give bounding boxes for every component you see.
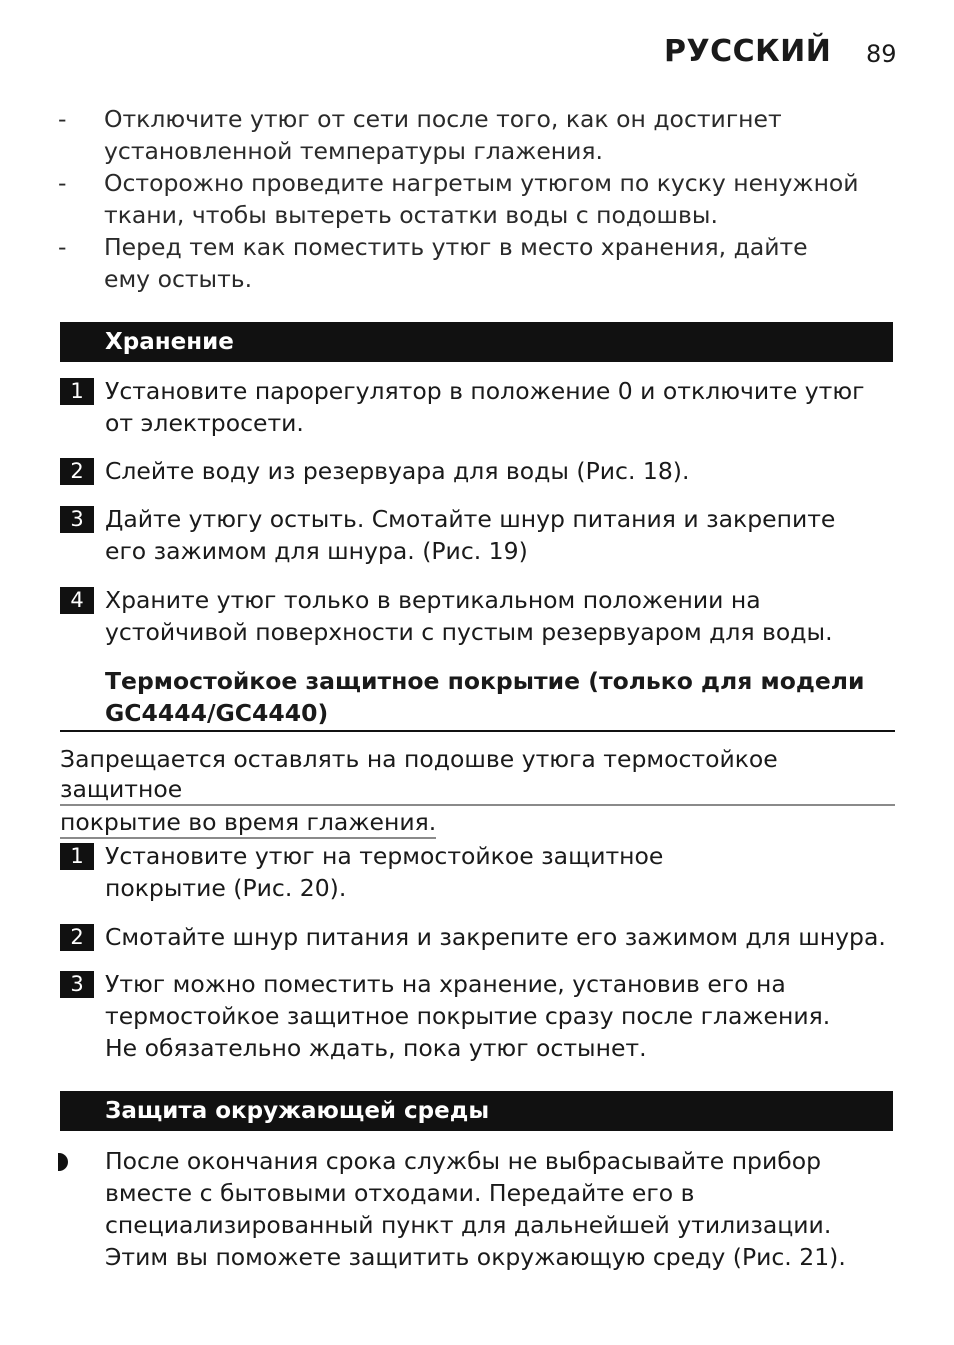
step-text: Дайте утюгу остыть. Смотайте шнур питания и закрепите его зажимом для шнура. (Рис. 19) — [105, 505, 836, 565]
subsection-title: Термостойкое защитное покрытие (только для модели GC4444/GC4440) — [105, 667, 865, 727]
step-text: Смотайте шнур питания и закрепите его зажимом для шнура. — [105, 923, 886, 951]
step-number-badge: 3 — [60, 971, 94, 998]
step-item — [60, 375, 895, 439]
list-item-text: Осторожно проведите нагретым утюгом по куску ненужной ткани, чтобы вытереть остатки воды с подошвы. — [104, 169, 859, 229]
warning-text — [60, 744, 895, 839]
step-number-badge: 1 — [60, 378, 94, 405]
step-text: Установите парорегулятор в положение 0 и отключите утюг от электросети. — [105, 377, 865, 437]
step-number-badge: 1 — [60, 843, 94, 870]
bullet-icon — [58, 1153, 68, 1171]
step-item — [60, 455, 895, 487]
warning-line: Запрещается оставлять на подошве утюга термостойкое защитное — [60, 744, 895, 806]
warning-line: покрытие во время глажения. — [60, 807, 436, 839]
list-item-text: После окончания срока службы не выбрасывайте прибор вместе с бытовыми отходами. Передайте его в специализированный пункт для дальнейшей утилизации. Этим вы поможете защитить окружающую среду (Рис. 21). — [105, 1147, 846, 1271]
list-item — [58, 1145, 893, 1273]
list-item-text: Перед тем как поместить утюг в место хранения, дайте ему остыть. — [104, 233, 808, 293]
step-item — [60, 968, 895, 1064]
dash-marker: - — [58, 169, 67, 197]
step-number-badge: 3 — [60, 506, 94, 533]
section-title: Защита окружающей среды — [105, 1098, 490, 1124]
list-item — [58, 231, 878, 295]
step-number-badge: 2 — [60, 924, 94, 951]
divider — [60, 730, 895, 732]
step-text: Установите утюг на термостойкое защитное покрытие (Рис. 20). — [105, 842, 664, 902]
page-title: РУССКИЙ — [664, 34, 832, 69]
dash-marker: - — [58, 105, 67, 133]
step-number-badge: 2 — [60, 458, 94, 485]
step-text: Храните утюг только в вертикальном положении на устойчивой поверхности с пустым резервуаром для воды. — [105, 586, 833, 646]
section-header-storage — [60, 322, 893, 362]
page-number: 89 — [866, 40, 897, 68]
list-item — [58, 167, 878, 231]
section-title: Хранение — [105, 329, 234, 355]
step-item — [60, 584, 895, 648]
step-item — [60, 921, 895, 953]
step-text: Слейте воду из резервуара для воды (Рис. 18). — [105, 457, 690, 485]
step-text: Утюг можно поместить на хранение, установив его на термостойкое защитное покрытие сразу после глажения. Не обязательно ждать, пока утюг остынет. — [105, 970, 831, 1062]
step-number-badge: 4 — [60, 587, 94, 614]
list-item-text: Отключите утюг от сети после того, как он достигнет установленной температуры глажения. — [104, 105, 782, 165]
step-item — [60, 840, 895, 904]
step-item — [60, 503, 895, 567]
list-item — [58, 103, 878, 167]
section-header-environment — [60, 1091, 893, 1131]
dash-marker: - — [58, 233, 67, 261]
